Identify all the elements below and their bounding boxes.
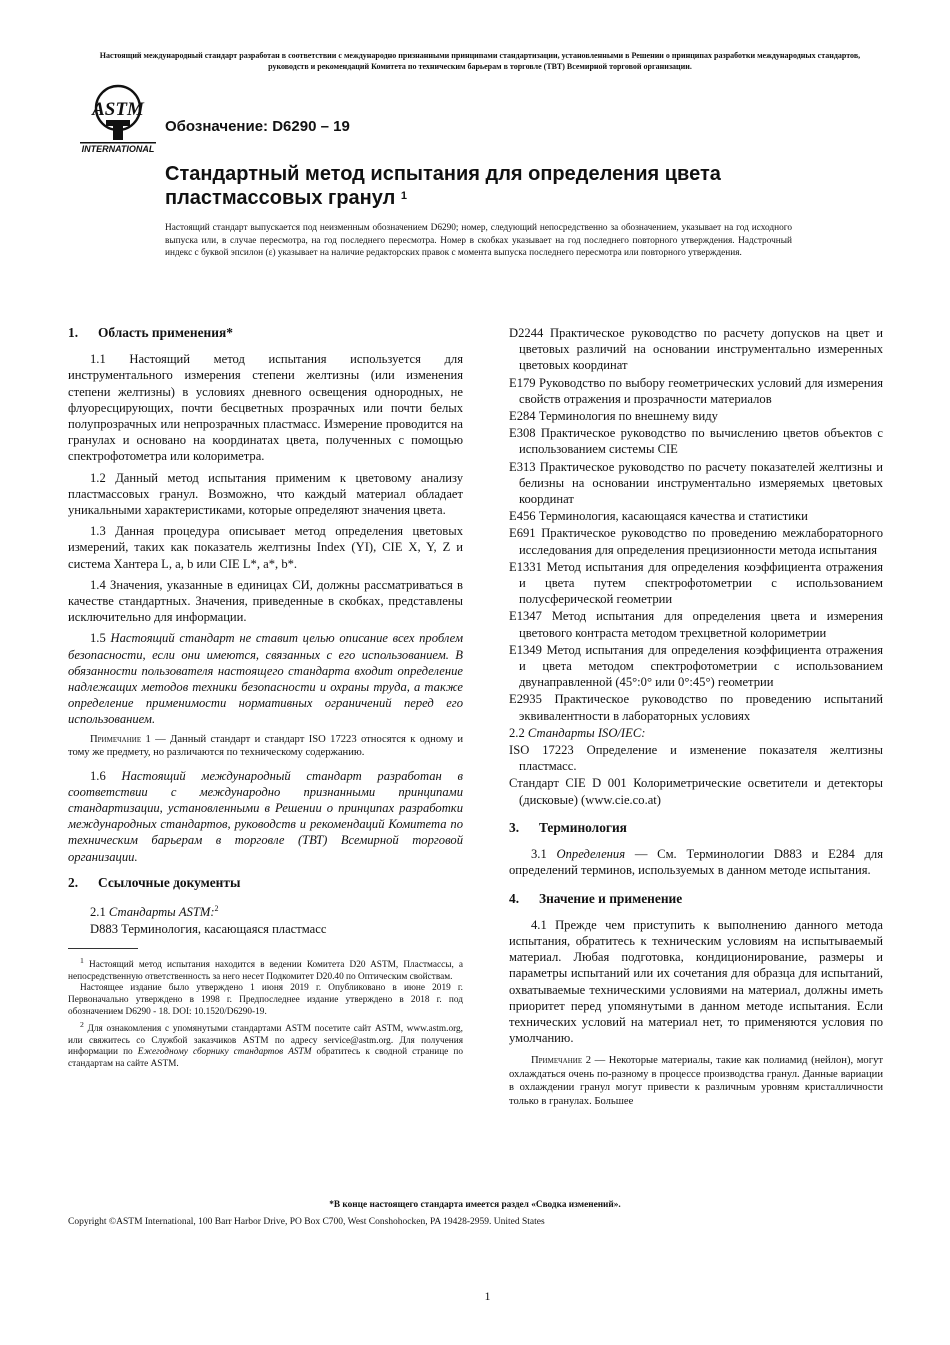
paragraph-1-2: 1.2 Данный метод испытания применим к цветовому анализу пластмассовых гранул. Возможно, что каждый материал обладает уникальными характеристиками, которые определяют значения цвета.	[68, 470, 463, 518]
paragraph-text: Настоящий международный стандарт разработан в соответствии с международно признанными принципами стандартизации, установленными в Решении о принципах разработки международных стандартов, руководств и рекомендаций Комитета по техническим барьерам в торговле (ТВТ) Всемирной торговой организации.	[68, 768, 463, 864]
title-footnote-ref: 1	[400, 190, 407, 202]
footnote-text-end: обратитесь к сводной странице по стандартам на сайте ASTM.	[68, 1047, 463, 1070]
footnote-number: 1	[80, 955, 84, 965]
footnote-text: Для ознакомления с упомянутыми стандартами ASTM посетите сайт ASTM, www.astm.org, или свяжитесь со Службой заказчиков ASTM по адресу service@astm.org. Для получения информации по	[68, 1023, 463, 1058]
section-1-heading	[68, 325, 463, 341]
footnote-1-edition: Настоящее издание было утверждено 1 июня 2019 г. Опубликовано в июне 2019 г. Первоначально утверждено в 1998 г. Предпоследнее издание утверждено в 2018 г. под обозначением D6290 - 18. DOI: 10.1520/D6290-19.	[68, 983, 463, 1017]
section-title: Значение и применение	[539, 890, 683, 906]
copyright: Copyright ©ASTM International, 100 Barr Harbor Drive, PO Box C700, West Conshohocken, PA 19428-2959. United States	[68, 1217, 545, 1227]
footnote-separator	[68, 948, 138, 949]
title-text: Стандартный метод испытания для определения цвета пластмассовых гранул	[165, 163, 721, 209]
reference-item: E308 Практическое руководство по вычислению цветов объектов с использованием системы CIE	[509, 426, 883, 457]
section-3-heading	[509, 820, 883, 836]
paragraph-text: Настоящий стандарт не ставит целью описание всех проблем безопасности, если они имеются, связанных с его использованием. В обязанности пользователя настоящего стандарта входит определение надлежащих методов техники безопасности и охраны труда, а также определение применимости нормативных ограничений перед его использованием.	[68, 631, 463, 727]
document-title	[165, 162, 865, 210]
issued-note: Настоящий стандарт выпускается под неизменным обозначением D6290; номер, следующий непосредственно за обозначением, указывает на год исходного выпуска или, в случае пересмотра, на год последнего пересмотра. Номер в скобках указывает на год последнего повторного утверждения. Надстрочный индекс с буквой эпсилон (ε) указывает на наличие редакторских правок с момента выпуска последнего пересмотра или повторного утверждения.	[165, 223, 792, 258]
reference-item: D883 Терминология, касающаяся пластмасс	[90, 922, 327, 937]
reference-item: E2935 Практическое руководство по проведению испытаний эквивалентности в лабораторных условиях	[509, 692, 883, 723]
reference-item: E284 Терминология по внешнему виду	[509, 409, 718, 424]
section-title: Область применения*	[98, 325, 233, 340]
left-column	[68, 325, 463, 1071]
summary-of-changes-note: *В конце настоящего стандарта имеется раздел «Сводка изменений».	[329, 1200, 621, 1210]
paragraph-2-2	[509, 725, 883, 741]
reference-item: E179 Руководство по выбору геометрических условий для измерения свойств отражения и прозрачности материалов	[509, 375, 883, 406]
right-column	[509, 325, 883, 1116]
paragraph-number: 1.5	[90, 631, 106, 646]
paragraph-1-4: 1.4 Значения, указанные в единицах СИ, должны рассматриваться в качестве стандартных. Значения, приведенные в скобках, представлены исключительно для информации.	[68, 577, 463, 625]
footnote-number: 2	[80, 1019, 84, 1029]
reference-item: E691 Практическое руководство по проведению межлабораторного исследования для определения прецизионности метода испытания	[509, 526, 883, 557]
note-text: — Данный стандарт и стандарт ISO 17223 относятся к одному и тому же предмету, но различаются по техническому содержанию.	[68, 733, 463, 759]
note-text: — Некоторые материалы, такие как полиамид (нейлон), могут охлаждаться очень по-разному в процессе производства гранул. Данные вариации в охлаждении гранул могут привести к различным уровням кристалличности только в гранулах. Большее	[509, 1055, 883, 1107]
reference-item: D2244 Практическое руководство по расчету допусков на цвет и цветовых различий на основании инструментально измеренных цветовых координат	[509, 326, 883, 373]
paragraph-text: — См. Терминологии D883 и E284 для определений терминов, используемых в данном методе испытания.	[509, 847, 883, 878]
term-label: Определения	[556, 847, 626, 862]
footnote-2	[68, 1019, 463, 1071]
section-number: 1.	[68, 325, 79, 340]
reference-item: ISO 17223 Определение и изменение показателя желтизны пластмасс.	[509, 743, 883, 774]
section-title: Терминология	[539, 819, 627, 835]
paragraph-number: 3.1	[531, 847, 547, 862]
paragraph-2-1	[68, 901, 463, 920]
reference-item: E313 Практическое руководство по расчету показателей желтизны и белизны на основании инструментально измеряемых цветовых координат	[509, 459, 883, 507]
note-2	[509, 1054, 883, 1108]
section-4-heading	[509, 891, 883, 907]
paragraph-text: Стандарты ISO/IEC:	[527, 725, 646, 740]
note-label: Примечание 2	[531, 1055, 591, 1067]
footnote-1	[68, 955, 463, 984]
footnote-italic: Ежегодному сборнику стандартов ASTM	[137, 1047, 312, 1058]
reference-item: Стандарт CIE D 001 Колориметрические осветители и детекторы (дисковые) (www.cie.co.at)	[509, 776, 883, 807]
paragraph-3-1	[509, 846, 883, 878]
paragraph-number: 2.1	[90, 905, 106, 920]
section-number: 3.	[509, 819, 520, 835]
top-notice: Настоящий международный стандарт разработан в соответствии с международно признанными принципами стандартизации, установленными в Решении о принципах разработки международных стандартов, руководств и рекомендаций Комитета по техническим барьерам в торговле (ТВТ) Всемирной торговой организации.	[99, 51, 861, 71]
standard-designation: Обозначение: D6290 – 19	[165, 118, 350, 135]
paragraph-1-1: 1.1 Настоящий метод испытания используется для инструментального измерения степени желтизны (или изменения степени желтизны) в условиях дневного освещения однородных, не флуоресцирующих, почти бесцветных прозрачных или почти белых полупрозрачных или непрозрачных пластмасс. Измерение проводится на гранулах и основано на координатах цвета, полученных с помощью спектрофотометра или колориметра.	[68, 352, 463, 464]
reference-item: E1331 Метод испытания для определения коэффициента отражения и цвета путем спектрофотометрии с использованием полусферической геометрии	[509, 559, 883, 607]
logo-subtext: INTERNATIONAL	[81, 144, 155, 154]
section-2-heading	[68, 875, 463, 891]
logo-text: ASTM	[92, 99, 144, 120]
section-number: 4.	[509, 890, 520, 906]
paragraph-1-6	[68, 768, 463, 865]
paragraph-text: Стандарты ASTM:	[108, 905, 215, 920]
note-1	[68, 733, 463, 760]
paragraph-number: 2.2	[509, 725, 525, 740]
paragraph-1-3: 1.3 Данная процедура описывает метод определения цветовых измерений, таких как показатель желтизны Index (YI), CIE X, Y, Z и система Хантера L, a, b или CIE L*, a*, b*.	[68, 524, 463, 571]
paragraph-1-5	[68, 630, 463, 727]
footnote-ref: 2	[214, 904, 219, 914]
note-label: Примечание 1	[90, 733, 151, 745]
paragraph-4-1: 4.1 Прежде чем приступить к выполнению данного метода испытания, обратитесь к техническим условиям на испытываемый материал. Любая подготовка, кондиционирование, размеры и параметры испытаний или их сочетания для образца для испытаний, охватываемые техническими условиями на материал, должны иметь приоритет перед упомянутыми в данном методе испытания. Если технических условий на материал нет, то применяются условия по умолчанию.	[509, 917, 883, 1046]
astm-logo	[78, 84, 158, 154]
paragraph-number: 1.6	[90, 768, 106, 783]
footnote-text: Настоящий метод испытания находится в ведении Комитета D20 ASTM, Пластмассы, а непосредственную ответственность за него несет Подкомитет D20.40 по Оптическим свойствам.	[68, 959, 463, 982]
page-number: 1	[484, 1289, 491, 1303]
reference-item: E456 Терминология, касающаяся качества и статистики	[509, 509, 808, 524]
reference-item: E1347 Метод испытания для определения цвета и измерения цветового контраста методом трехцветной колориметрии	[509, 609, 883, 640]
reference-item: E1349 Метод испытания для определения коэффициента отражения и цвета методом спектрофотометрии с использованием двунаправленной (45°:0° или 0°:45°) геометрии	[509, 642, 883, 690]
section-number: 2.	[68, 874, 79, 890]
section-title: Ссылочные документы	[98, 874, 241, 890]
